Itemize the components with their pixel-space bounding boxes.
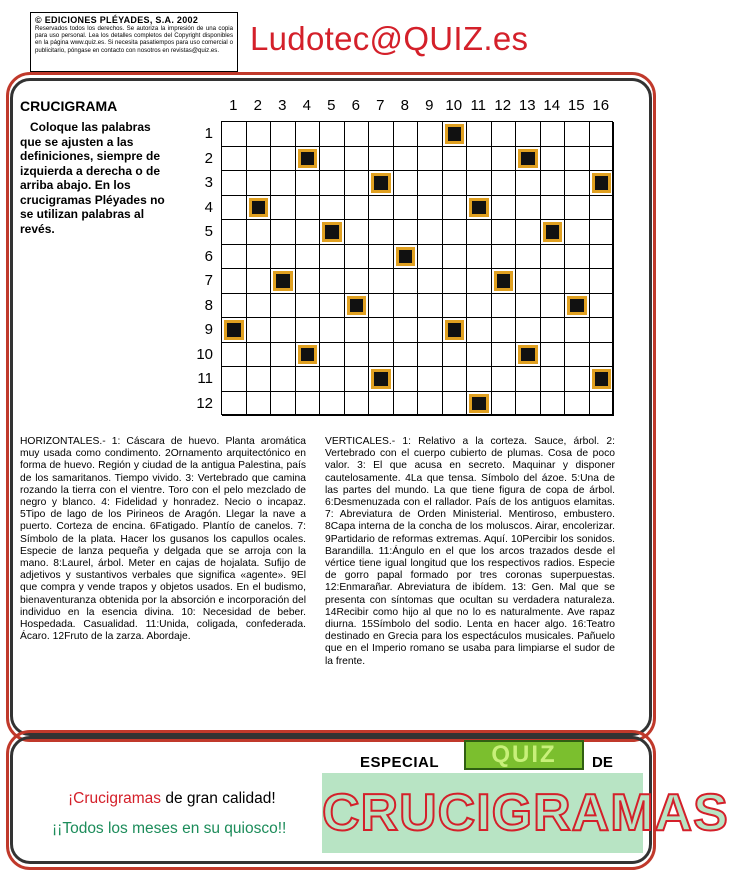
- black-cell: [443, 122, 468, 147]
- grid-cell[interactable]: [222, 147, 247, 172]
- grid-cell[interactable]: [565, 318, 590, 343]
- black-cell: [541, 220, 566, 245]
- grid-cell[interactable]: [418, 392, 443, 417]
- grid-cell[interactable]: [541, 269, 566, 294]
- column-number: 6: [351, 97, 360, 114]
- grid-cell[interactable]: [345, 367, 370, 392]
- grid-cell[interactable]: [443, 196, 468, 221]
- grid-cell[interactable]: [320, 245, 345, 270]
- row-number: 8: [204, 296, 213, 314]
- row-number: 6: [204, 247, 213, 265]
- grid-cell[interactable]: [296, 318, 321, 343]
- grid-cell[interactable]: [541, 392, 566, 417]
- grid-cell[interactable]: [467, 245, 492, 270]
- grid-cell[interactable]: [247, 392, 272, 417]
- row-number: 10: [196, 345, 213, 363]
- grid-cell[interactable]: [541, 171, 566, 196]
- column-number: 5: [327, 97, 336, 114]
- grid-cell[interactable]: [247, 220, 272, 245]
- grid-cell[interactable]: [541, 147, 566, 172]
- grid-cell[interactable]: [541, 245, 566, 270]
- grid-cell[interactable]: [492, 147, 517, 172]
- grid-cell[interactable]: [271, 294, 296, 319]
- grid-cell[interactable]: [345, 171, 370, 196]
- column-number: 3: [278, 97, 287, 114]
- grid-cell[interactable]: [345, 147, 370, 172]
- grid-cell[interactable]: [565, 245, 590, 270]
- promo-line-1-plain: de gran calidad!: [161, 790, 276, 807]
- grid-cell[interactable]: [345, 122, 370, 147]
- promo-line-1: [68, 790, 276, 808]
- black-cell: [590, 367, 615, 392]
- promo-line-1-colored: ¡Crucigramas: [68, 790, 162, 807]
- grid-cell[interactable]: [296, 367, 321, 392]
- grid-cell[interactable]: [222, 343, 247, 368]
- grid-cell[interactable]: [320, 269, 345, 294]
- grid-cell[interactable]: [394, 318, 419, 343]
- grid-cell[interactable]: [443, 343, 468, 368]
- grid-cell[interactable]: [541, 122, 566, 147]
- grid-cell[interactable]: [443, 245, 468, 270]
- column-number: 7: [376, 97, 385, 114]
- copyright-text: Reservados todos los derechos. Se autoriza la impresión de una copia para uso personal. Lea los detalles completos del Copyright disponibles en la página www.quiz.es. Si necesita pasatiempos para uso comercial o publicitario, póngase en contacto con nosotros en revistas@quiz.es.: [35, 25, 233, 54]
- grid-cell[interactable]: [369, 220, 394, 245]
- grid-cell[interactable]: [247, 171, 272, 196]
- grid-cell[interactable]: [541, 343, 566, 368]
- grid-cell[interactable]: [394, 171, 419, 196]
- grid-cell[interactable]: [516, 294, 541, 319]
- column-number: 11: [470, 97, 487, 114]
- horizontal-clues: HORIZONTALES.- 1: Cáscara de huevo. Planta aromática muy usada como condimento. 2Ornamento arquitectónico en forma de huevo. Región y ciudad de la antigua Palestina, país de los samaritanos. Tiempo vivido. 3: Vertebrado que camina rozando la tierra con el vientre. Toro con el pelo mezclado de negro y blanco. 4: Fidelidad y honradez. Necio o incapaz. 5Tipo de lago de los Pirineos de Aragón. Llegar la nave a puerto. Corteza de encina. 6Fatigado. Plantío de canelos. 7: Símbolo de la plata. Hacer los gusanos los capullos ocales. Especie de lanza pequeña y delgada que se arroja con la mano. 8:Laurel, árbol. Meter en cajas de hojalata. Sufijo de adjetivos y sustantivos verbales que significa «agente». 9El que compra y vende trapos y objetos usados. En el budismo, bienaventuranza obtenida por la absorción e incorporación del individuo en la esencia divina. 10: Necesidad de beber. Hospedada. Casualidad. 11:Unida, coligada, confederada. Ácaro. 12Fruto de la zarza. Abordaje.: [20, 436, 306, 643]
- grid-cell[interactable]: [345, 392, 370, 417]
- row-number: 12: [196, 394, 213, 412]
- grid-cell[interactable]: [467, 367, 492, 392]
- black-cell: [320, 220, 345, 245]
- grid-cell[interactable]: [418, 147, 443, 172]
- grid-cell[interactable]: [418, 367, 443, 392]
- grid-cell[interactable]: [320, 147, 345, 172]
- grid-cell[interactable]: [369, 392, 394, 417]
- grid-cell[interactable]: [590, 245, 615, 270]
- grid-cell[interactable]: [565, 220, 590, 245]
- grid-cell[interactable]: [443, 392, 468, 417]
- black-cell: [467, 392, 492, 417]
- black-cell: [271, 269, 296, 294]
- grid-cell[interactable]: [394, 122, 419, 147]
- row-number: 2: [204, 149, 213, 167]
- grid-cell[interactable]: [467, 269, 492, 294]
- especial-label: ESPECIAL: [360, 754, 440, 771]
- grid-cell[interactable]: [296, 171, 321, 196]
- grid-cell[interactable]: [320, 367, 345, 392]
- grid-cell[interactable]: [247, 367, 272, 392]
- grid-cell[interactable]: [369, 245, 394, 270]
- grid-cell[interactable]: [394, 294, 419, 319]
- black-cell: [516, 343, 541, 368]
- grid-cell[interactable]: [271, 196, 296, 221]
- grid-cell[interactable]: [247, 343, 272, 368]
- black-cell: [345, 294, 370, 319]
- brand-logo: Ludotec@QUIZ.es: [250, 20, 529, 57]
- black-cell: [247, 196, 272, 221]
- grid-cell[interactable]: [590, 343, 615, 368]
- grid-cell[interactable]: [565, 367, 590, 392]
- column-number: 15: [567, 97, 585, 114]
- grid-cell[interactable]: [247, 269, 272, 294]
- column-number: 2: [253, 97, 262, 114]
- column-number: 16: [592, 97, 610, 114]
- black-cell: [369, 367, 394, 392]
- grid-cell[interactable]: [541, 196, 566, 221]
- grid-cell[interactable]: [296, 392, 321, 417]
- grid-cell[interactable]: [590, 147, 615, 172]
- column-number: 10: [445, 97, 463, 114]
- grid-cell[interactable]: [443, 147, 468, 172]
- grid-cell[interactable]: [271, 245, 296, 270]
- black-cell: [443, 318, 468, 343]
- grid-cell[interactable]: [516, 122, 541, 147]
- row-number: 7: [204, 272, 213, 289]
- crucigramas-banner: CRUCIGRAMAS: [322, 784, 729, 842]
- grid-cell[interactable]: [492, 196, 517, 221]
- grid-cell[interactable]: [590, 318, 615, 343]
- grid-cell[interactable]: [565, 269, 590, 294]
- grid-cell[interactable]: [369, 294, 394, 319]
- grid-cell[interactable]: [492, 343, 517, 368]
- black-cell: [492, 269, 517, 294]
- grid-cell[interactable]: [271, 147, 296, 172]
- grid-cell[interactable]: [222, 245, 247, 270]
- grid-cell[interactable]: [467, 318, 492, 343]
- black-cell: [369, 171, 394, 196]
- grid-cell[interactable]: [320, 343, 345, 368]
- grid-cell[interactable]: [345, 220, 370, 245]
- grid-cell[interactable]: [296, 245, 321, 270]
- grid-cell[interactable]: [222, 367, 247, 392]
- grid-cell[interactable]: [222, 269, 247, 294]
- grid-cell[interactable]: [467, 220, 492, 245]
- grid-cell[interactable]: [418, 343, 443, 368]
- grid-cell[interactable]: [418, 245, 443, 270]
- column-number: 4: [302, 97, 311, 114]
- grid-cell[interactable]: [271, 392, 296, 417]
- grid-cell[interactable]: [296, 220, 321, 245]
- grid-cell[interactable]: [516, 196, 541, 221]
- grid-cell[interactable]: [369, 196, 394, 221]
- black-cell: [222, 318, 247, 343]
- grid-cell[interactable]: [369, 269, 394, 294]
- grid-cell[interactable]: [247, 122, 272, 147]
- grid-cell[interactable]: [394, 343, 419, 368]
- grid-cell[interactable]: [516, 220, 541, 245]
- row-number: 1: [204, 125, 213, 142]
- copyright-box: [30, 12, 238, 72]
- grid-cell[interactable]: [590, 269, 615, 294]
- column-number: 8: [400, 97, 409, 114]
- black-cell: [394, 245, 419, 270]
- grid-cell[interactable]: [565, 196, 590, 221]
- grid-cell[interactable]: [541, 367, 566, 392]
- grid-cell[interactable]: [247, 245, 272, 270]
- grid-cell[interactable]: [467, 147, 492, 172]
- row-number: 3: [204, 174, 213, 191]
- grid-cell[interactable]: [369, 343, 394, 368]
- grid-cell[interactable]: [516, 367, 541, 392]
- grid-cell[interactable]: [418, 220, 443, 245]
- grid-cell[interactable]: [271, 122, 296, 147]
- grid-cell[interactable]: [222, 171, 247, 196]
- grid-cell[interactable]: [492, 122, 517, 147]
- grid-cell[interactable]: [369, 318, 394, 343]
- grid-cell[interactable]: [271, 220, 296, 245]
- column-number: 9: [425, 97, 434, 114]
- column-number: 12: [494, 97, 512, 114]
- grid-cell[interactable]: [443, 294, 468, 319]
- de-label: DE: [592, 754, 613, 771]
- grid-cell[interactable]: [443, 220, 468, 245]
- grid-cell[interactable]: [247, 147, 272, 172]
- grid-cell[interactable]: [320, 122, 345, 147]
- grid-cell[interactable]: [590, 392, 615, 417]
- grid-cell[interactable]: [418, 294, 443, 319]
- grid-cell[interactable]: [516, 392, 541, 417]
- grid-cell[interactable]: [565, 343, 590, 368]
- grid-cell[interactable]: [247, 318, 272, 343]
- row-number: 11: [197, 370, 213, 387]
- grid-cell[interactable]: [443, 171, 468, 196]
- crossword-instructions: Coloque las palabras que se ajusten a las definiciones, siempre de izquierda a derecha o de arriba abajo. En los crucigramas Pléyades no se utilizan palabras al revés.: [20, 120, 165, 236]
- grid-cell[interactable]: [394, 196, 419, 221]
- grid-cell[interactable]: [345, 196, 370, 221]
- grid-cell[interactable]: [296, 294, 321, 319]
- grid-cell[interactable]: [565, 392, 590, 417]
- crossword-title: CRUCIGRAMA: [20, 98, 118, 114]
- row-number: 9: [204, 321, 213, 338]
- grid-cell[interactable]: [516, 245, 541, 270]
- grid-cell[interactable]: [394, 147, 419, 172]
- grid-cell[interactable]: [271, 318, 296, 343]
- grid-cell[interactable]: [271, 367, 296, 392]
- grid-cell[interactable]: [467, 122, 492, 147]
- grid-cell[interactable]: [541, 294, 566, 319]
- grid-cell[interactable]: [320, 392, 345, 417]
- black-cell: [467, 196, 492, 221]
- promo-line-2: ¡¡Todos los meses en su quiosco!!: [52, 820, 287, 837]
- grid-cell[interactable]: [467, 171, 492, 196]
- grid-cell[interactable]: [320, 196, 345, 221]
- grid-cell[interactable]: [590, 220, 615, 245]
- grid-cell[interactable]: [565, 147, 590, 172]
- grid-cell[interactable]: [345, 269, 370, 294]
- grid-cell[interactable]: [271, 343, 296, 368]
- grid-cell[interactable]: [467, 294, 492, 319]
- column-number: 13: [518, 97, 536, 114]
- grid-cell[interactable]: [369, 122, 394, 147]
- grid-cell[interactable]: [222, 196, 247, 221]
- crossword-grid[interactable]: [221, 121, 613, 415]
- grid-cell[interactable]: [516, 318, 541, 343]
- grid-cell[interactable]: [565, 122, 590, 147]
- grid-cell[interactable]: [369, 147, 394, 172]
- grid-cell[interactable]: [345, 318, 370, 343]
- grid-cell[interactable]: [345, 245, 370, 270]
- grid-cell[interactable]: [492, 171, 517, 196]
- grid-cell[interactable]: [516, 171, 541, 196]
- grid-cell[interactable]: [418, 171, 443, 196]
- column-number: 14: [543, 97, 561, 114]
- black-cell: [590, 171, 615, 196]
- grid-cell[interactable]: [222, 294, 247, 319]
- grid-cell[interactable]: [320, 171, 345, 196]
- grid-cell[interactable]: [418, 122, 443, 147]
- grid-cell[interactable]: [590, 294, 615, 319]
- grid-cell[interactable]: [247, 294, 272, 319]
- grid-cell[interactable]: [492, 294, 517, 319]
- grid-cell[interactable]: [492, 367, 517, 392]
- black-cell: [516, 147, 541, 172]
- grid-cell[interactable]: [492, 245, 517, 270]
- grid-cell[interactable]: [222, 392, 247, 417]
- black-cell: [296, 343, 321, 368]
- grid-cell[interactable]: [345, 343, 370, 368]
- quiz-logo: QUIZ: [464, 740, 584, 770]
- grid-cell[interactable]: [394, 269, 419, 294]
- grid-cell[interactable]: [222, 220, 247, 245]
- grid-cell[interactable]: [492, 392, 517, 417]
- grid-cell[interactable]: [418, 269, 443, 294]
- grid-cell[interactable]: [516, 269, 541, 294]
- grid-cell[interactable]: [565, 171, 590, 196]
- grid-cell[interactable]: [443, 367, 468, 392]
- grid-cell[interactable]: [541, 318, 566, 343]
- grid-cell[interactable]: [590, 196, 615, 221]
- copyright-title: © EDICIONES PLÉYADES, S.A. 2002: [35, 15, 199, 25]
- grid-cell[interactable]: [418, 196, 443, 221]
- grid-cell[interactable]: [492, 318, 517, 343]
- black-cell: [296, 147, 321, 172]
- row-number: 4: [204, 198, 213, 216]
- grid-cell[interactable]: [320, 294, 345, 319]
- grid-cell[interactable]: [394, 367, 419, 392]
- grid-cell[interactable]: [590, 122, 615, 147]
- column-number: 1: [229, 97, 238, 114]
- grid-cell[interactable]: [222, 122, 247, 147]
- grid-cell[interactable]: [394, 220, 419, 245]
- black-cell: [565, 294, 590, 319]
- grid-cell[interactable]: [418, 318, 443, 343]
- grid-cell[interactable]: [443, 269, 468, 294]
- grid-cell[interactable]: [467, 343, 492, 368]
- grid-cell[interactable]: [271, 171, 296, 196]
- grid-cell[interactable]: [296, 269, 321, 294]
- row-number: 5: [204, 223, 213, 240]
- grid-cell[interactable]: [320, 318, 345, 343]
- grid-cell[interactable]: [296, 122, 321, 147]
- grid-cell[interactable]: [394, 392, 419, 417]
- vertical-clues: VERTICALES.- 1: Relativo a la corteza. Sauce, árbol. 2: Vertebrado con el cuerpo cubierto de plumas. Cosa de poco valor. 3: El que acusa en secreto. Maquinar y disponer cautelosamente. 4La que tensa. Símbolo del ázoe. 5:Una de las partes del mundo. La que tiene figura de copa de árbol. 6:Desmenuzada con el rallador. País de los antiguos elamitas. 7: Abreviatura de Orden Ministerial. Mentiroso, embustero. 8Capa interna de la concha de los moluscos. Airar, encolerizar. 9Partidario de reformas extremas. Aquí. 10Percibir los sonidos. Barandilla. 11:Ángulo en el que los arcos trazados desde el vértice tiene igual longitud que los respectivos radios. Especie de gorro papal formado por tres coronas superpuestas. 12:Enmarañar. Abreviatura de ibídem. 13: Gen. Mal que se presenta con síntomas que ocultan su verdadera naturaleza. 14Recibir como hijo al que no lo es naturalmente. Ave rapaz diurna. 15Símbolo del sodio. Lenta en hacer algo. 16:Teatro destinado en Grecia para los espectáculos musicales. Pañuelo que en el Imperio romano se usaba para limpiarse el sudor de la frente.: [325, 436, 615, 667]
- grid-cell[interactable]: [296, 196, 321, 221]
- grid-cell[interactable]: [492, 220, 517, 245]
